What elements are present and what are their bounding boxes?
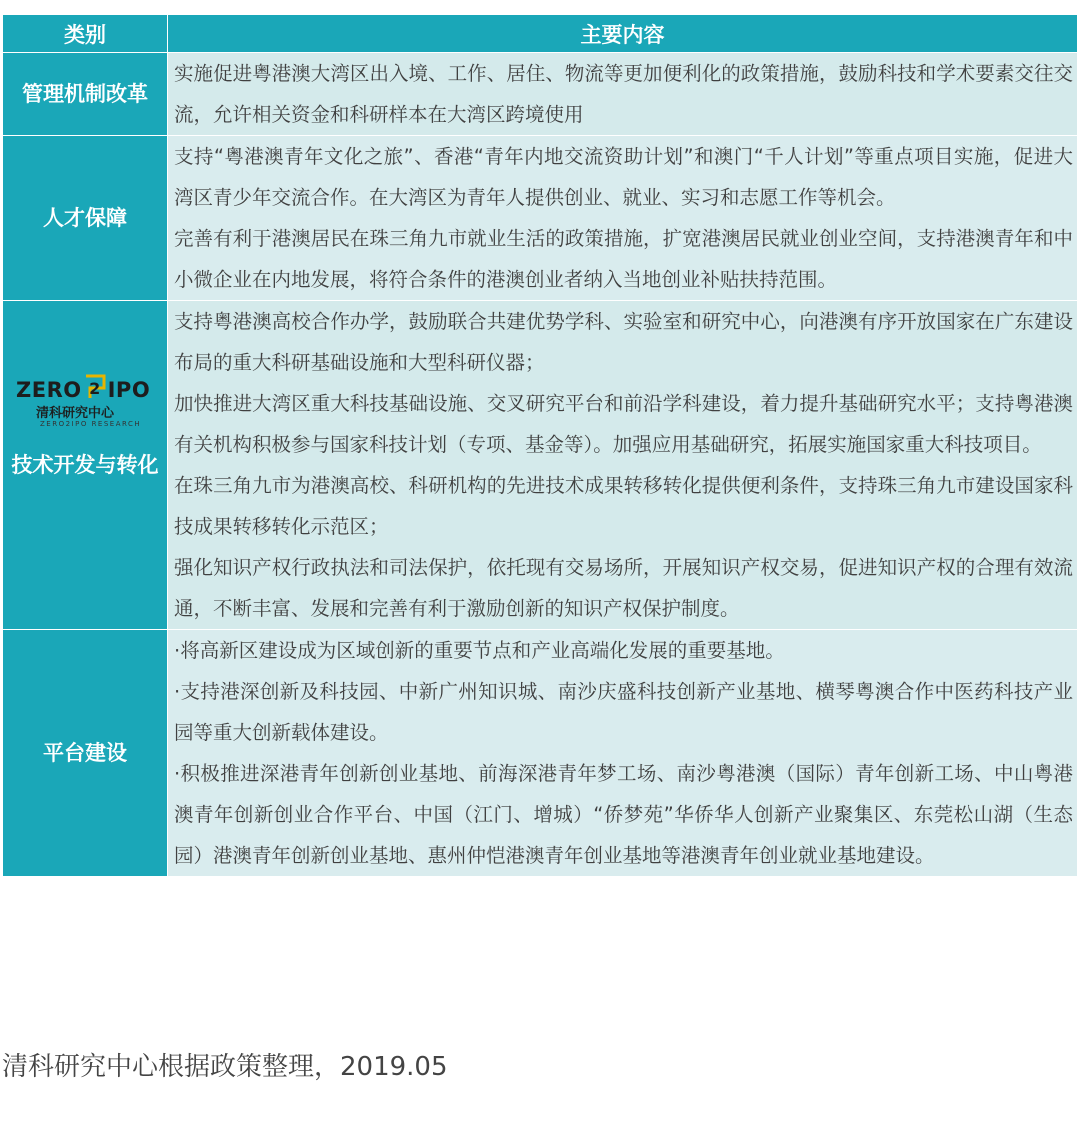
- table-row: [3, 301, 1078, 630]
- policy-table: [2, 14, 1078, 877]
- svg-text:2: 2: [88, 379, 101, 398]
- content-paragraph: ·将高新区建设成为区域创新的重要节点和产业高端化发展的重要基地。: [174, 639, 785, 662]
- logo-text-zero: ZERO: [16, 378, 82, 402]
- content-cell: [168, 630, 1078, 877]
- column-header-content: 主要内容: [168, 15, 1078, 53]
- content-cell: [168, 136, 1078, 301]
- content-paragraph: ·积极推进深港青年创新创业基地、前海深港青年梦工场、南沙粤港澳（国际）青年创新工场、中山粤港澳青年创新创业合作平台、中国（江门、增城）“侨梦苑”华侨华人创新产业聚集区、东莞松山湖（生态园）港澳青年创新创业基地、惠州仲恺港澳青年创业基地等港澳青年创业就业基地建设。: [174, 762, 1073, 867]
- content-paragraph: 强化知识产权行政执法和司法保护，依托现有交易场所，开展知识产权交易，促进知识产权的合理有效流通，不断丰富、发展和完善有利于激励创新的知识产权保护制度。: [174, 556, 1073, 620]
- zero2ipo-logo: [16, 368, 164, 432]
- table-row: [3, 136, 1078, 301]
- content-paragraph: 支持“粤港澳青年文化之旅”、香港“青年内地交流资助计划”和澳门“千人计划”等重点项目实施，促进大湾区青少年交流合作。在大湾区为青年人提供创业、就业、实习和志愿工作等机会。: [174, 145, 1073, 209]
- content-paragraph: ·支持港深创新及科技园、中新广州知识城、南沙庆盛科技创新产业基地、横琴粤澳合作中医药科技产业园等重大创新载体建设。: [174, 680, 1073, 744]
- table-row: [3, 53, 1078, 136]
- logo-2-icon: [84, 374, 106, 400]
- category-cell: 人才保障: [3, 136, 168, 301]
- category-cell: 平台建设: [3, 630, 168, 877]
- table-header-row: [3, 15, 1078, 53]
- logo-cn-name: 清科研究中心: [36, 406, 115, 421]
- content-cell: [168, 53, 1078, 136]
- content-paragraph: 完善有利于港澳居民在珠三角九市就业生活的政策措施，扩宽港澳居民就业创业空间，支持港澳青年和中小微企业在内地发展，将符合条件的港澳创业者纳入当地创业补贴扶持范围。: [174, 227, 1073, 291]
- source-note: 清科研究中心根据政策整理，2019.05: [2, 1052, 448, 1082]
- column-header-category: 类别: [3, 15, 168, 53]
- category-cell: 技术开发与转化: [3, 301, 168, 630]
- content-paragraph: 在珠三角九市为港澳高校、科研机构的先进技术成果转移转化提供便利条件，支持珠三角九市建设国家科技成果转移转化示范区；: [174, 474, 1073, 538]
- table-row: [3, 630, 1078, 877]
- category-cell: 管理机制改革: [3, 53, 168, 136]
- logo-text-ipo: IPO: [107, 378, 151, 402]
- content-paragraph: 加快推进大湾区重大科技基础设施、交叉研究平台和前沿学科建设，着力提升基础研究水平；支持粤港澳有关机构积极参与国家科技计划（专项、基金等）。加强应用基础研究，拓展实施国家重大科技项目。: [174, 392, 1073, 456]
- logo-wordmark: [16, 374, 150, 402]
- content-cell: [168, 301, 1078, 630]
- content-paragraph: 支持粤港澳高校合作办学，鼓励联合共建优势学科、实验室和研究中心，向港澳有序开放国家在广东建设布局的重大科研基础设施和大型科研仪器；: [174, 310, 1073, 374]
- content-paragraph: 实施促进粤港澳大湾区出入境、工作、居住、物流等更加便利化的政策措施，鼓励科技和学术要素交往交流，允许相关资金和科研样本在大湾区跨境使用: [174, 62, 1073, 126]
- logo-en-name: ZERO2IPO RESEARCH: [40, 420, 142, 428]
